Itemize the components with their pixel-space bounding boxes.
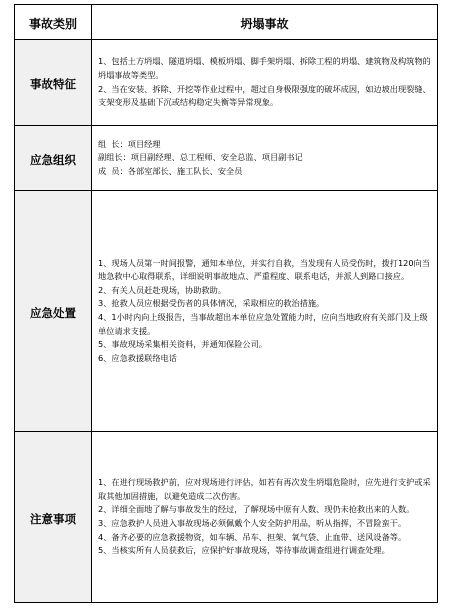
content-line: 5、事故现场采集相关资料，并通知保险公司。: [98, 339, 267, 350]
section-row-organization: [15, 126, 438, 191]
section-content-cell: [92, 191, 438, 432]
content-line: 2、当在安装、拆除、开挖等作业过程中，超过自身极限强度的破坏成因，如边坡出现裂缝、支架变形及基础下沉或结构稳定失衡等异常现象。: [98, 83, 431, 108]
content-line: 1、包括土方坍塌、隧道坍塌、模板坍塌、脚手架坍塌、拆除工程的坍塌、建筑物及构筑物的坍塌事故等类型。: [98, 56, 431, 80]
section-label-cell: [15, 432, 92, 603]
header-row: [15, 5, 438, 40]
section-content: [92, 134, 437, 183]
section-label-cell: [15, 191, 92, 432]
section-label-cell: [15, 40, 92, 126]
header-left-label: 事故类别: [28, 16, 77, 31]
section-label-cell: [15, 126, 92, 191]
section-content-cell: [92, 40, 438, 126]
section-label: 事故特征: [30, 77, 76, 91]
content-line: 1、在进行现场救护前，应对现场进行评估，如若有再次发生坍塌危险时，应先进行支护或采取其他加固措施，以避免造成二次伤害。: [98, 477, 431, 501]
section-content-cell: [92, 432, 438, 603]
section-label: 应急处置: [30, 305, 76, 320]
section-content-cell: [92, 126, 438, 191]
section-label: 注意事项: [30, 511, 76, 526]
header-left-cell: [15, 5, 92, 40]
content-line: 4、备齐必要的应急救援物资，如车辆、吊车、担架、氧气袋、止血带、送风设备等。: [98, 531, 407, 542]
content-line: 4、1小时内向上级报告，当事故超出本单位应急处置能力时，应向当地政府有关部门及上级单位请求支援。: [98, 312, 428, 336]
section-content: [92, 253, 437, 370]
section-content: [92, 472, 437, 562]
content-line: 成 员：各部室部长、施工队长、安全员: [98, 165, 243, 176]
content-line: 2、有关人员赶赴现场，协助救助。: [98, 284, 227, 295]
content-line: 组 长：项目经理: [98, 138, 161, 149]
section-content: [92, 51, 437, 113]
emergency-table: [14, 4, 438, 603]
content-line: 6、应急救援联络电话: [98, 352, 177, 363]
header-right-label: 坍塌事故: [240, 16, 289, 31]
section-row-notes: [15, 432, 438, 603]
header-right-cell: [92, 5, 438, 40]
content-line: 3、应急救护人员进入事故现场必须佩戴个人安全防护用品，听从指挥，不冒险蛮干。: [98, 518, 407, 528]
section-row-handling: [15, 191, 438, 432]
content-line: 3、抢救人员应根据受伤者的具体情况，采取相应的救治措施。: [98, 298, 325, 309]
content-line: 5、当核实所有人员获救后，应保护好事故现场，等待事故调查组进行调查处理。: [98, 545, 390, 556]
section-row-features: [15, 40, 438, 126]
content-line: 2、详细全面地了解与事故发生的经过，了解现场中原有人数、现仍未抢救出来的人数。: [98, 504, 415, 515]
section-label: 应急组织: [30, 152, 76, 167]
content-line: 副组长：项目副经理、总工程师、安全总监、项目副书记: [98, 152, 303, 163]
content-line: 1、现场人员第一时间报警，通知本单位，并实行自救，当发现有人员受伤时，拨打120向当地急救中心取得联系，详细说明事故地点、严重程度、联系电话，并派人到路口接应。: [98, 257, 430, 282]
